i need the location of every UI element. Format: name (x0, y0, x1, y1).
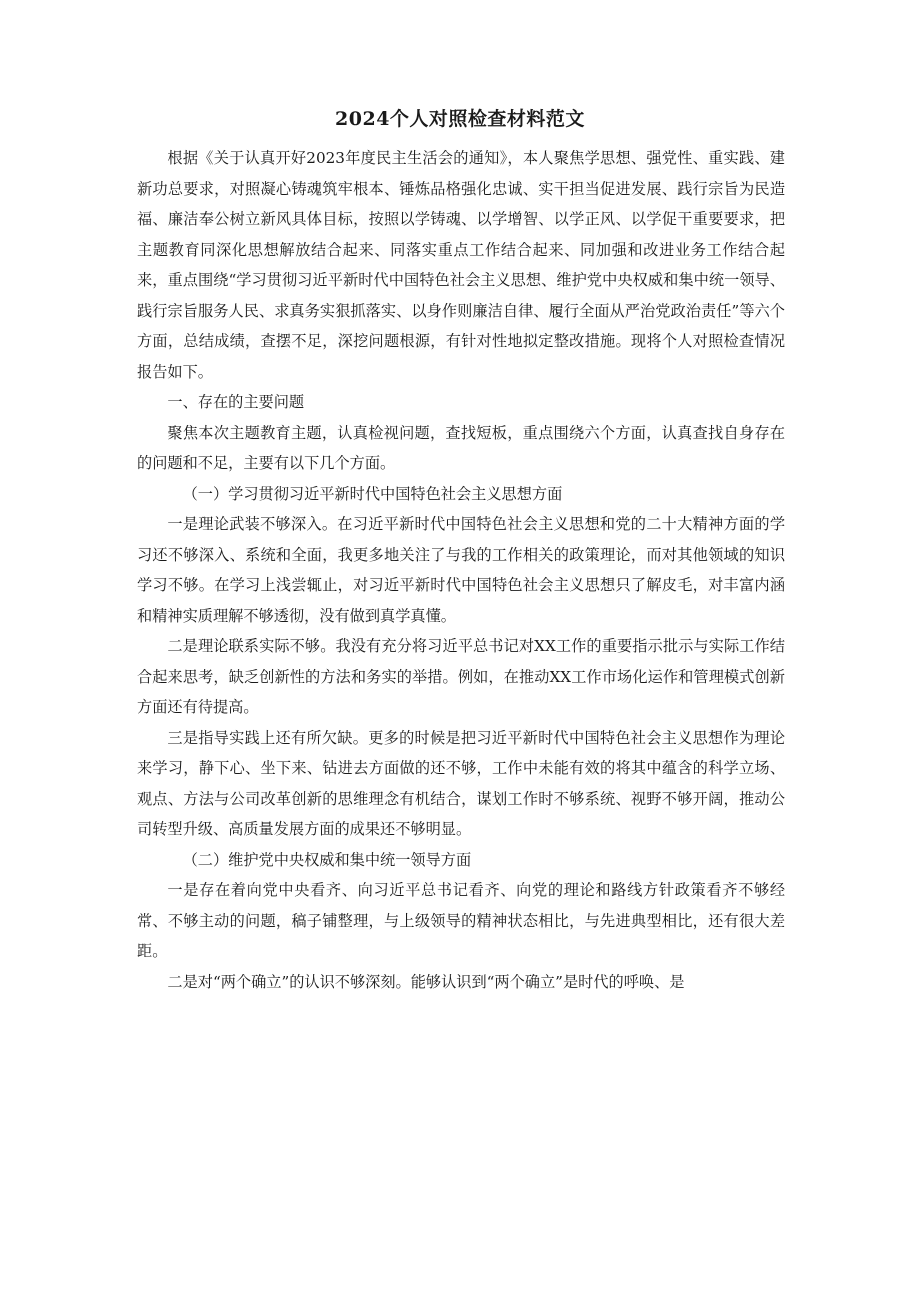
document-title: 2024个人对照检查材料范文 (335, 108, 585, 130)
document-body (137, 143, 785, 997)
paragraph-point-two-theory: 二是理论联系实际不够。我没有充分将习近平总书记对XX工作的重要指示批示与实际工作结合起来思考，缺乏创新性的方法和务实的举措。例如，在推动XX工作市场化运作和管理模式创新方面还有待提高。 (137, 637, 785, 716)
paragraph-point-one-theory: 一是理论武装不够深入。在习近平新时代中国特色社会主义思想和党的二十大精神方面的学习还不够深入、系统和全面，我更多地关注了与我的工作相关的政策理论，而对其他领域的知识学习不够。在学习上浅尝辄止，对习近平新时代中国特色社会主义思想只了解皮毛，对丰富内涵和精神实质理解不够透彻，没有做到真学真懂。 (137, 515, 785, 625)
section-intro-paragraph: 聚焦本次主题教育主题，认真检视问题，查找短板，重点围绕六个方面，认真查找自身存在的问题和不足，主要有以下几个方面。 (137, 423, 785, 472)
paragraph-point-two-leadership: 二是对“两个确立”的认识不够深刻。能够认识到“两个确立”是时代的呼唤、是 (167, 972, 685, 991)
paragraph-point-one-leadership: 一是存在着向党中央看齐、向习近平总书记看齐、向党的理论和路线方针政策看齐不够经常、不够主动的问题，稿子铺整理，与上级领导的精神状态相比，与先进典型相比，还有很大差距。 (137, 881, 785, 960)
subsection-heading-theory: （一）学习贯彻习近平新时代中国特色社会主义思想方面 (182, 484, 563, 503)
paragraph-point-three-theory: 三是指导实践上还有所欠缺。更多的时候是把习近平新时代中国特色社会主义思想作为理论来学习，静下心、坐下来、钻进去方面做的还不够，工作中未能有效的将其中蕴含的科学立场、观点、方法与公司改革创新的思维理念有机结合，谋划工作时不够系统、视野不够开阔，推动公司转型升级、高质量发展方面的成果还不够明显。 (137, 728, 785, 838)
section-heading-problems: 一、存在的主要问题 (167, 393, 305, 411)
intro-paragraph: 根据《关于认真开好2023年度民主生活会的通知》，本人聚焦学思想、强党性、重实践、建新功总要求，对照凝心铸魂筑牢根本、锤炼品格强化忠诚、实干担当促进发展、践行宗旨为民造福、廉洁奉公树立新风具体目标，按照以学铸魂、以学增智、以学正风、以学促干重要要求，把主题教育同深化思想解放结合起来、同落实重点工作结合起来、同加强和改进业务工作结合起来，重点围绕“学习贯彻习近平新时代中国特色社会主义思想、维护党中央权威和集中统一领导、践行宗旨服务人民、求真务实狠抓落实、以身作则廉洁自律、履行全面从严治党政治责任”等六个方面，总结成绩，查摆不足，深挖问题根源，有针对性地拟定整改措施。现将个人对照检查情况报告如下。 (137, 149, 785, 381)
subsection-heading-leadership: （二）维护党中央权威和集中统一领导方面 (182, 850, 472, 869)
